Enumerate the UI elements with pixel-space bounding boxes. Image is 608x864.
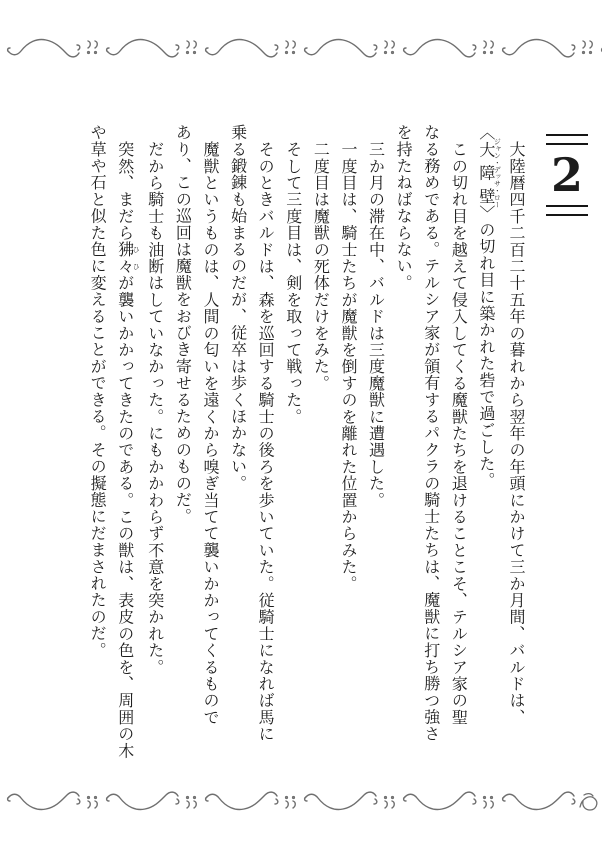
ruby-annotated-word: 大障壁 ジャン・デッサ・ロー bbox=[476, 137, 502, 208]
scroll-ornament-top-icon bbox=[6, 32, 602, 62]
text-line: 魔獣というものは、人間の匂いを遠くから嗅ぎ当てて襲いかかってくるもので bbox=[200, 141, 218, 726]
text-line: なる務めである。テルシア家が領有するパクラの騎士たちは、魔獣に打ち勝つ強さ bbox=[421, 124, 439, 742]
text-line: 突然、まだら狒々 ひひが襲いかかってきたのである。この獣は、表皮の色を、周囲の木 bbox=[115, 141, 141, 759]
scroll-ornament-bottom-icon bbox=[6, 787, 602, 817]
text-line: 三か月の滞在中、バルドは三度魔獣に遭遇した。 bbox=[366, 141, 384, 509]
text-line: そのときバルドは、森を巡回する騎士の後ろを歩いていた。従騎士になれば馬に bbox=[256, 141, 274, 743]
text-line: この切れ目を越えて侵入してくる魔獣たちを退けることこそ、テルシア家の聖 bbox=[449, 141, 467, 726]
ruby-annotated-word: 狒々 ひひ bbox=[115, 241, 141, 275]
text-line: 大陸暦四千二百二十五年の暮れから翌年の年頭にかけて三か月間、バルドは、 bbox=[507, 141, 524, 726]
text-line: 一度目は、騎士たちが魔獣を倒すのを離れた位置からみた。 bbox=[338, 141, 356, 592]
text-line: あり、この巡回は魔獣をおびき寄せるためのものだ。 bbox=[173, 124, 191, 525]
text-line: そして三度目は、剣を取って戦った。 bbox=[283, 141, 301, 425]
chapter-rule-bottom bbox=[546, 205, 588, 216]
chapter-number: 2 bbox=[550, 148, 583, 202]
text-line: 乗る鍛錬も始まるのだが、従卒は歩くほかない。 bbox=[228, 124, 246, 492]
chapter-heading bbox=[539, 124, 595, 220]
scroll-terminal-curl-icon bbox=[580, 794, 597, 810]
furigana: ひひ bbox=[132, 241, 141, 275]
text-line: だから騎士も油断はしていなかった。にもかかわらず不意を突かれた。 bbox=[145, 141, 163, 676]
furigana: ジャン・デッサ・ロー bbox=[493, 137, 502, 208]
text-content bbox=[83, 124, 596, 759]
text-line: や草や石と似た色に変えることができる。その擬態にだまされたのだ。 bbox=[88, 124, 106, 659]
text-line: 二度目は魔獣の死体だけをみた。 bbox=[311, 141, 329, 392]
chapter-rule-top bbox=[546, 134, 588, 145]
text-line: 〈大障壁 ジャン・デッサ・ロー〉の切れ目に築かれた砦で過ごした。 bbox=[476, 124, 502, 489]
text-line: を持たねばならない。 bbox=[394, 124, 412, 291]
